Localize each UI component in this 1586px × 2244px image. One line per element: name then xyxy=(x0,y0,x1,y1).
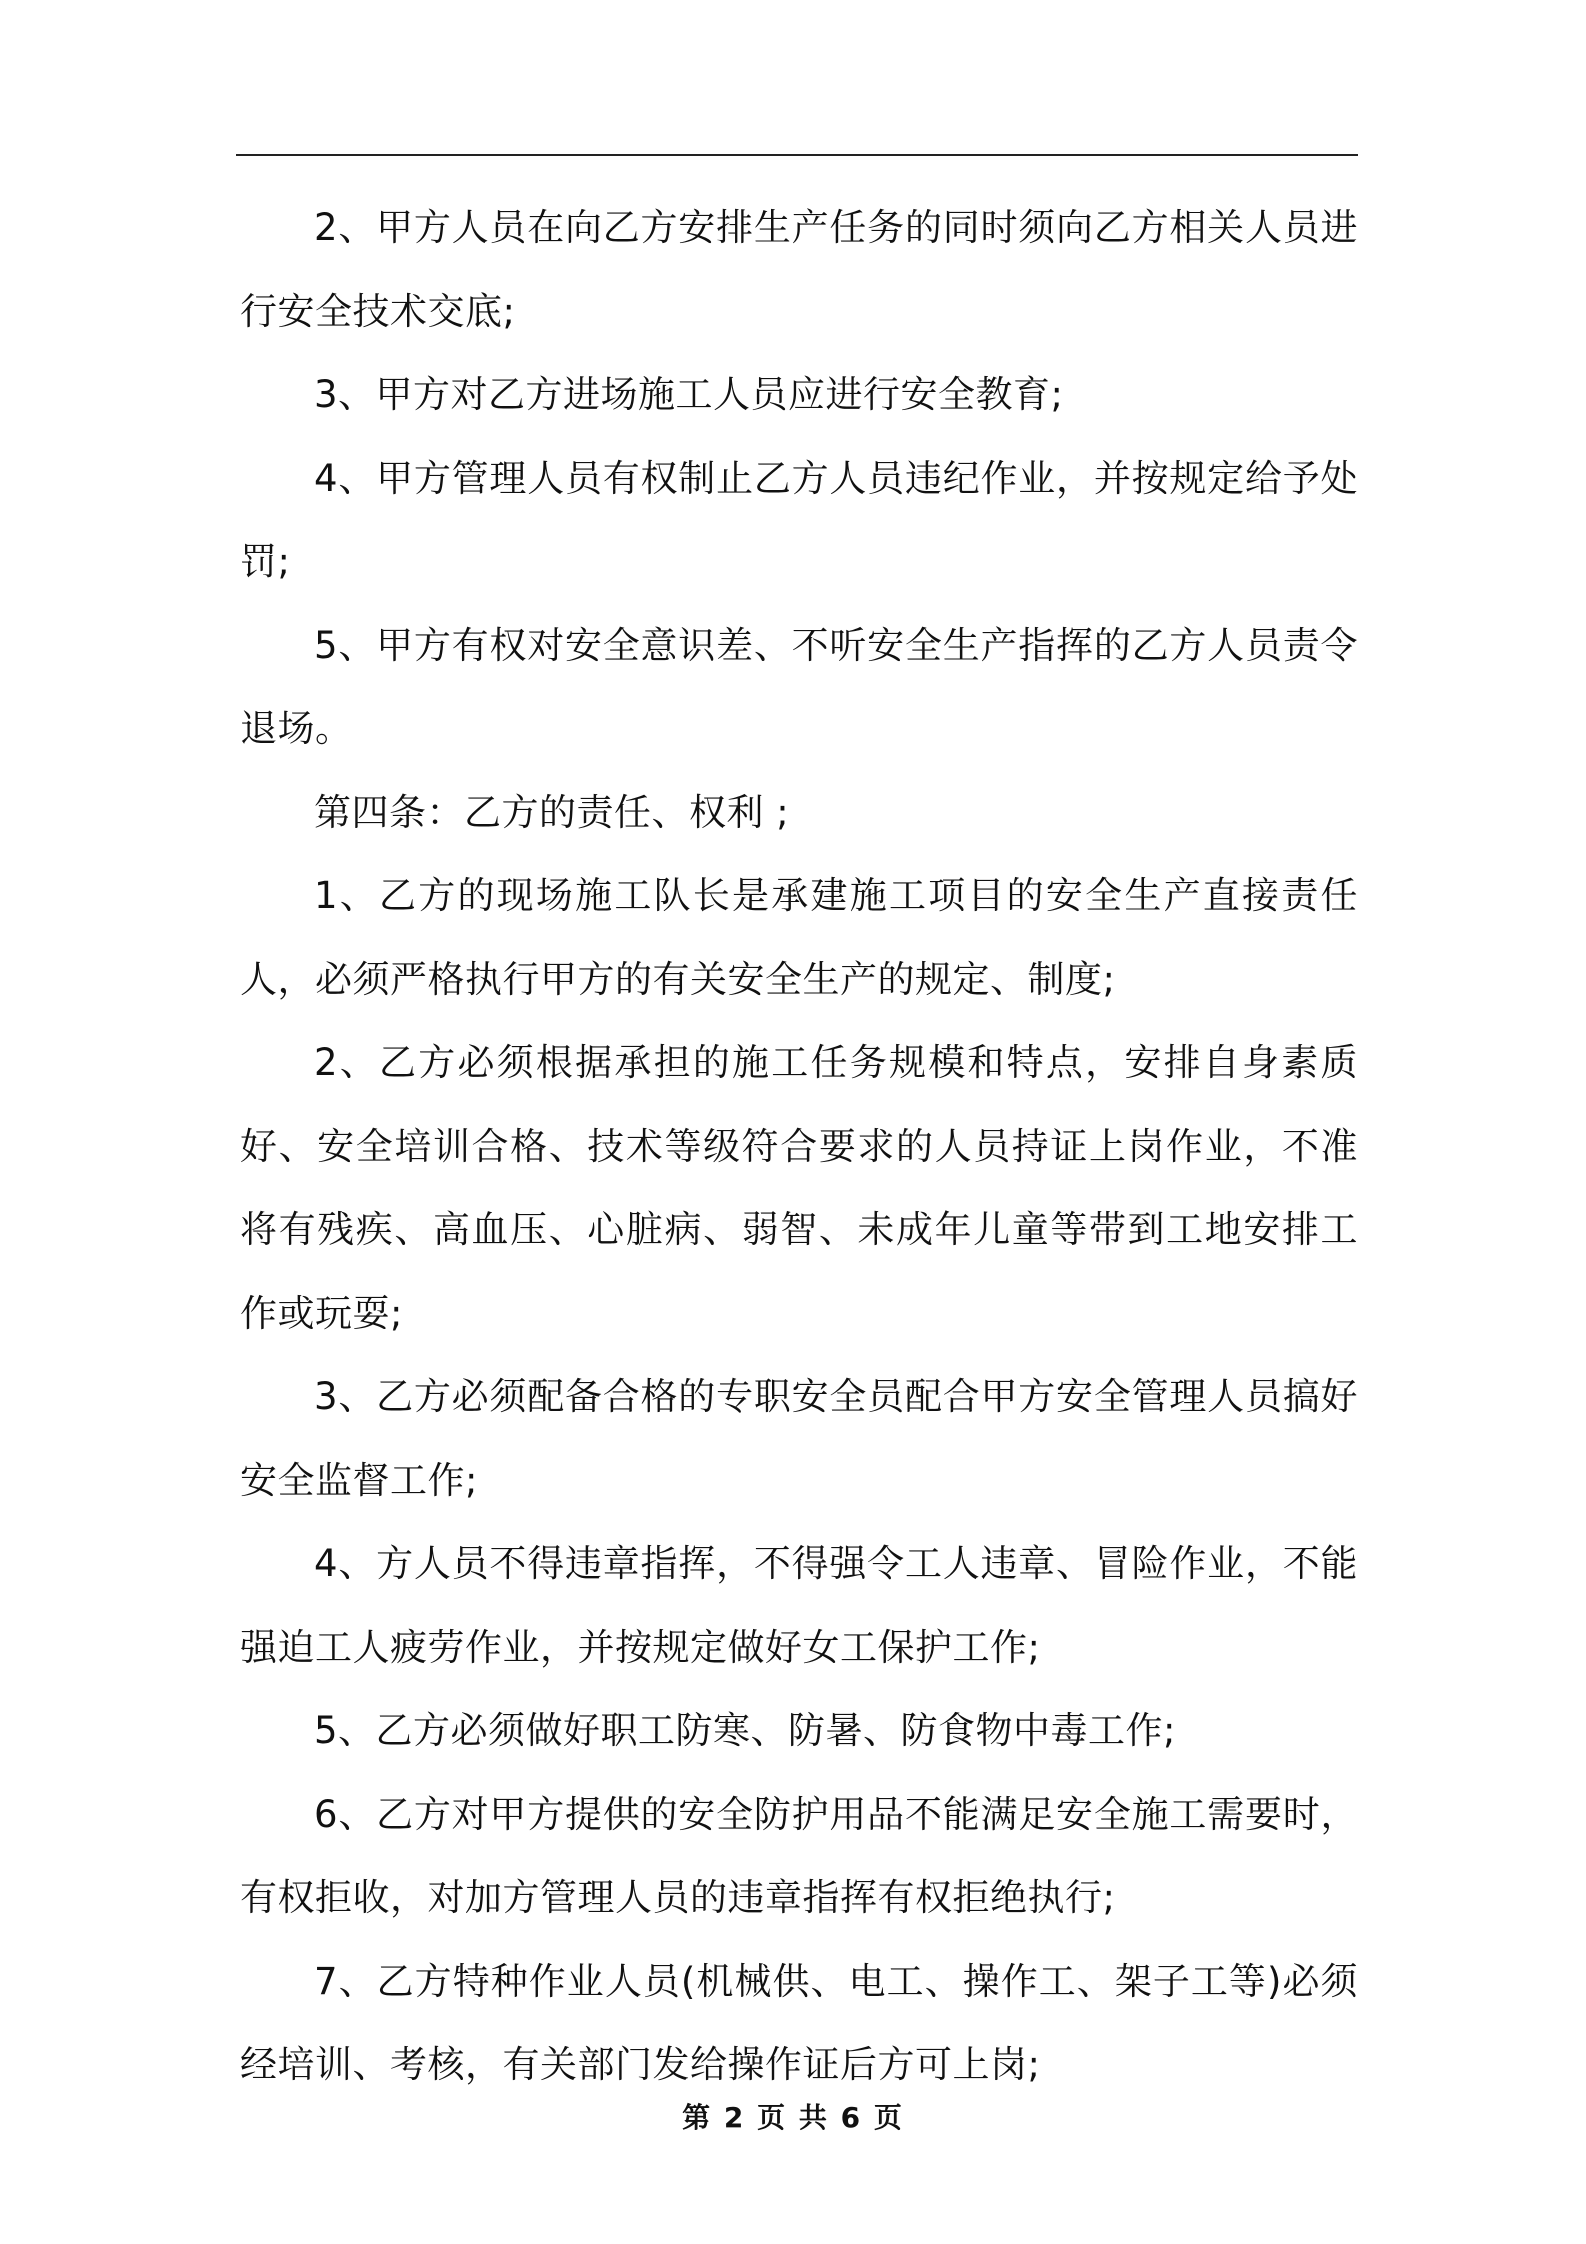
document-body xyxy=(240,186,1358,2107)
paragraph: 1、乙方的现场施工队长是承建施工项目的安全生产直接责任人，必须严格执行甲方的有关安全生产的规定、制度; xyxy=(240,874,1358,1001)
paragraph: 3、乙方必须配备合格的专职安全员配合甲方安全管理人员搞好安全监督工作; xyxy=(240,1375,1358,1502)
page-number-footer: 第 2 页 共 6 页 xyxy=(682,2101,904,2134)
paragraph: 2、甲方人员在向乙方安排生产任务的同时须向乙方相关人员进行安全技术交底; xyxy=(240,206,1358,333)
paragraph: 5、甲方有权对安全意识差、不听安全生产指挥的乙方人员责令退场。 xyxy=(240,623,1358,750)
paragraph: 4、方人员不得违章指挥，不得强令工人违章、冒险作业，不能强迫工人疲劳作业，并按规定做好女工保护工作; xyxy=(240,1542,1358,1669)
paragraph: 5、乙方必须做好职工防寒、防暑、防食物中毒工作; xyxy=(314,1709,1177,1752)
section-heading: 第四条：乙方的责任、权利 ; xyxy=(314,790,790,834)
header-divider xyxy=(236,154,1358,156)
paragraph: 7、乙方特种作业人员(机械供、电工、操作工、架子工等)必须经培训、考核，有关部门发给操作证后方可上岗; xyxy=(240,1959,1358,2086)
paragraph: 4、甲方管理人员有权制止乙方人员违纪作业，并按规定给予处罚; xyxy=(240,456,1358,583)
paragraph: 3、甲方对乙方进场施工人员应进行安全教育; xyxy=(314,373,1064,416)
paragraph: 2、乙方必须根据承担的施工任务规模和特点，安排自身素质好、安全培训合格、技术等级符合要求的人员持证上岗作业，不准将有残疾、高血压、心脏病、弱智、未成年儿童等带到工地安排工作或玩耍; xyxy=(240,1041,1358,1335)
paragraph: 6、乙方对甲方提供的安全防护用品不能满足安全施工需要时，有权拒收，对加方管理人员的违章指挥有权拒绝执行; xyxy=(240,1792,1358,1919)
